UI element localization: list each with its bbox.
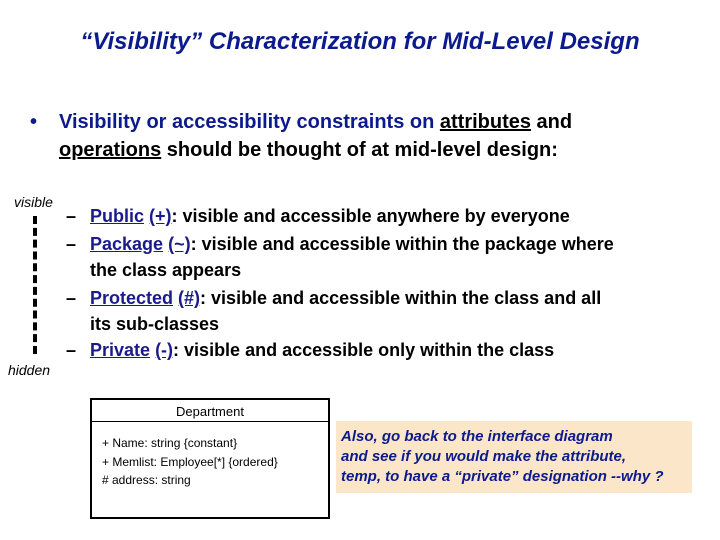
- item-symbol: (#): [178, 288, 201, 308]
- slide-title: “Visibility” Characterization for Mid-Level Design: [80, 28, 640, 55]
- item-desc-2: the class appears: [90, 260, 242, 280]
- bullet-part3: should be thought of at mid-level design:: [161, 139, 558, 161]
- item-name: Package: [90, 234, 164, 254]
- item-desc: : visible and accessible anywhere by everyone: [171, 206, 570, 226]
- uml-attribute: + Memlist: Employee[*] {ordered}: [102, 455, 278, 469]
- bullet-text: [30, 108, 700, 164]
- note-line: and see if you would make the attribute,: [341, 448, 627, 465]
- item-name: Private: [90, 340, 151, 360]
- item-symbol: (+): [149, 206, 172, 226]
- bullet-operations: operations: [59, 139, 162, 161]
- item-desc-2: its sub-classes: [90, 314, 220, 334]
- visible-label: visible: [14, 194, 53, 210]
- item-symbol: (-): [155, 340, 174, 360]
- main-bullet: [30, 108, 700, 164]
- item-symbol: (~): [168, 234, 191, 254]
- sub-item-public: – Public (+): visible and accessible anywhere by everyone: [66, 206, 570, 226]
- item-desc: : visible and accessible only within the class: [173, 340, 555, 360]
- visibility-dashed-line: [33, 216, 37, 354]
- bullet-attributes: attributes: [439, 111, 531, 133]
- uml-class-box: [90, 398, 330, 519]
- uml-attribute: # address: string: [102, 473, 191, 487]
- note-box: [336, 421, 692, 493]
- note-line: temp, to have a “private” designation --why ?: [341, 468, 664, 485]
- item-desc: : visible and accessible within the package where: [190, 234, 614, 254]
- uml-attribute: + Name: string {constant}: [102, 436, 238, 450]
- note-line: Also, go back to the interface diagram: [341, 428, 613, 445]
- bullet-part1: Visibility or accessibility constraints on: [59, 111, 440, 133]
- uml-divider: [92, 421, 328, 422]
- uml-class-name: Department: [176, 404, 244, 419]
- sub-item-protected: – Protected (#): visible and accessible within the class and all its sub-classes: [66, 288, 602, 334]
- item-name: Protected: [90, 288, 174, 308]
- bullet-dot: •: [30, 111, 38, 133]
- hidden-label: hidden: [8, 362, 51, 378]
- sub-item-private: – Private (-): visible and accessible only within the class: [66, 340, 555, 360]
- item-desc: : visible and accessible within the class and all: [200, 288, 602, 308]
- sub-item-package: – Package (~): visible and accessible within the package where the class appears: [66, 234, 614, 280]
- bullet-part2: and: [531, 111, 573, 133]
- item-name: Public: [90, 206, 145, 226]
